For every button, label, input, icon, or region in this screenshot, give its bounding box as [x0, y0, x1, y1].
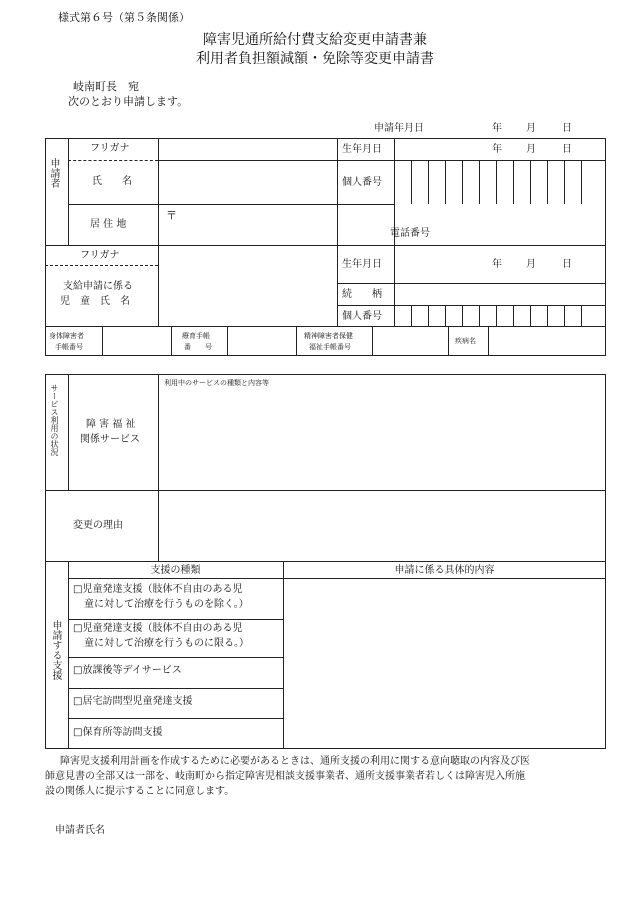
support-section-label: 申請する支援	[50, 620, 61, 680]
support-item-4: □居宅訪問型児童発達支援	[73, 696, 193, 707]
applicant-phone-label: 電話番号	[390, 228, 430, 239]
rehab-handbook-label-line1: 療育手帳	[182, 332, 210, 340]
support-item-1-line1: □児童発達支援（肢体不自由のある児	[73, 584, 243, 595]
intro-text: 次のとおり申請します。	[68, 95, 189, 108]
applicant-furigana-label: フリガナ	[90, 143, 130, 154]
child-relationship-label: 続 柄	[342, 289, 382, 300]
service-usage-section-label: サービス利用の状況	[50, 384, 59, 456]
consent-line3: 設の関係人に提示することに同意します。	[45, 786, 235, 797]
applicant-table	[45, 138, 606, 356]
child-birth-month: 月	[526, 259, 536, 270]
form-title-line1: 障害児通所給付費支給変更申請書兼	[203, 32, 427, 48]
mental-handbook-label-line2: 福祉手帳番号	[309, 343, 351, 351]
applicant-section-label: 申請者	[48, 158, 59, 188]
child-name-label-line2: 児 童 氏 名	[60, 296, 130, 307]
child-birth-day: 日	[562, 259, 572, 270]
consent-line1: 障害児支援利用計画を作成するために必要があるときは、通所支援の利用に関する意向聴取の内容及び医	[60, 756, 530, 767]
child-personal-number-label: 個人番号	[342, 311, 382, 322]
postal-mark: 〒	[166, 209, 177, 222]
application-date-day: 日	[562, 123, 572, 134]
applicant-birth-year: 年	[492, 144, 502, 155]
form-title-line2: 利用者負担額減額・免除等変更申請書	[196, 51, 434, 67]
service-content-caption: 利用中のサービスの種類と内容等	[164, 379, 269, 387]
child-birth-year: 年	[492, 259, 502, 270]
service-usage-table	[45, 374, 606, 562]
support-item-5: □保育所等訪問支援	[73, 727, 163, 738]
support-item-2-line1: □児童発達支援（肢体不自由のある児	[73, 623, 243, 634]
applicant-address-label: 居 住 地	[90, 219, 127, 230]
disease-label: 疾病名	[455, 337, 476, 345]
support-item-3: □放課後等デイサービス	[73, 665, 182, 676]
applicant-birthdate-label: 生年月日	[342, 144, 382, 155]
addressee: 岐南町長 宛	[73, 80, 139, 93]
applicant-name-label: 氏 名	[92, 176, 132, 187]
application-date-month: 月	[526, 123, 536, 134]
consent-line2: 師意見書の全部又は一部を、岐南町から指定障害児相談支援事業者、通所支援事業者若しくは障害児入所施	[45, 771, 525, 782]
change-reason-label: 変更の理由	[73, 520, 123, 531]
physical-handbook-label-line2: 手帳番号	[55, 343, 83, 351]
applicant-personal-number-label: 個人番号	[342, 177, 382, 188]
support-item-1-line2: 童に対して治療を行うものを除く。）	[84, 599, 249, 610]
physical-handbook-label-line1: 身体障害者	[49, 332, 84, 340]
application-date-label: 申請年月日	[374, 123, 424, 134]
child-name-label-line1: 支給申請に係る	[63, 281, 133, 292]
form-number: 様式第６号（第５条関係）	[58, 11, 190, 24]
signature-label: 申請者氏名	[55, 825, 105, 836]
support-item-2-line2: 童に対して治療を行うものに限る。）	[84, 638, 249, 649]
support-type-header: 支援の種類	[150, 565, 201, 576]
applicant-birth-month: 月	[526, 144, 536, 155]
applicant-birth-day: 日	[562, 144, 572, 155]
child-birthdate-label: 生年月日	[342, 259, 382, 270]
service-label-line1: 障 害 福 祉	[86, 419, 136, 430]
service-label-line2: 関係サービス	[80, 434, 140, 445]
child-furigana-label: フリガナ	[80, 250, 120, 261]
rehab-handbook-label-line2: 番 号	[184, 343, 212, 351]
support-content-header: 申請に係る具体的内容	[394, 565, 495, 576]
mental-handbook-label-line1: 精神障害者保健	[304, 332, 353, 340]
application-date-year: 年	[492, 123, 502, 134]
